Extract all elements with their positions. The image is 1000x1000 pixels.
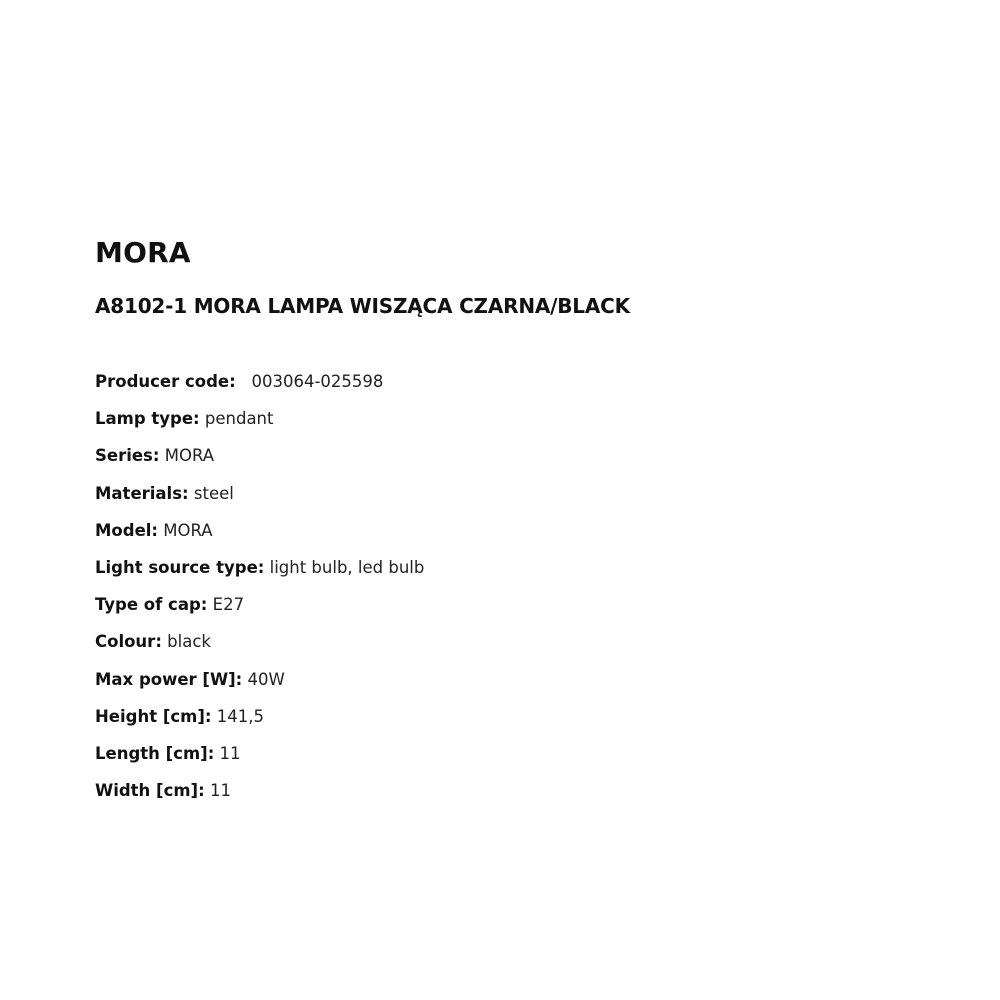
spec-list (95, 370, 424, 816)
spec-height (95, 705, 424, 742)
spec-value: steel (193, 483, 234, 503)
spec-value: MORA (163, 520, 213, 540)
spec-label: Materials: (95, 483, 189, 503)
spec-producer-code (95, 370, 424, 407)
spec-label: Producer code: (95, 372, 236, 391)
spec-label: Light source type: (95, 557, 265, 577)
spec-materials (95, 482, 424, 519)
spec-value: 40W (247, 669, 285, 689)
product-name: A8102-1 MORA LAMPA WISZĄCA CZARNA/BLACK (95, 294, 630, 318)
spec-value: 11 (209, 781, 231, 801)
spec-label: Width [cm]: (95, 781, 205, 801)
spec-label: Type of cap: (95, 595, 208, 615)
spec-value: light bulb, led bulb (269, 557, 425, 577)
spec-label: Series: (95, 446, 160, 466)
spec-value: E27 (212, 595, 245, 615)
spec-label: Length [cm]: (95, 743, 215, 763)
spec-value: 003064-025598 (251, 372, 384, 391)
product-series-title: MORA (95, 236, 191, 269)
spec-length (95, 742, 424, 779)
spec-type-of-cap (95, 593, 424, 630)
spec-value: 11 (219, 743, 241, 763)
spec-label: Lamp type: (95, 409, 200, 429)
spec-value: MORA (164, 446, 215, 466)
spec-value: 141,5 (216, 706, 264, 726)
spec-colour (95, 630, 424, 667)
spec-label: Height [cm]: (95, 706, 212, 726)
spec-label: Colour: (95, 632, 162, 652)
spec-light-source-type (95, 556, 424, 593)
spec-lamp-type (95, 407, 424, 444)
spec-series (95, 444, 424, 481)
spec-max-power (95, 668, 424, 705)
spec-value: black (167, 632, 211, 652)
spec-width (95, 779, 424, 816)
spec-label: Model: (95, 520, 159, 540)
spec-model (95, 519, 424, 556)
spec-value: pendant (204, 409, 274, 429)
spec-label: Max power [W]: (95, 669, 243, 689)
